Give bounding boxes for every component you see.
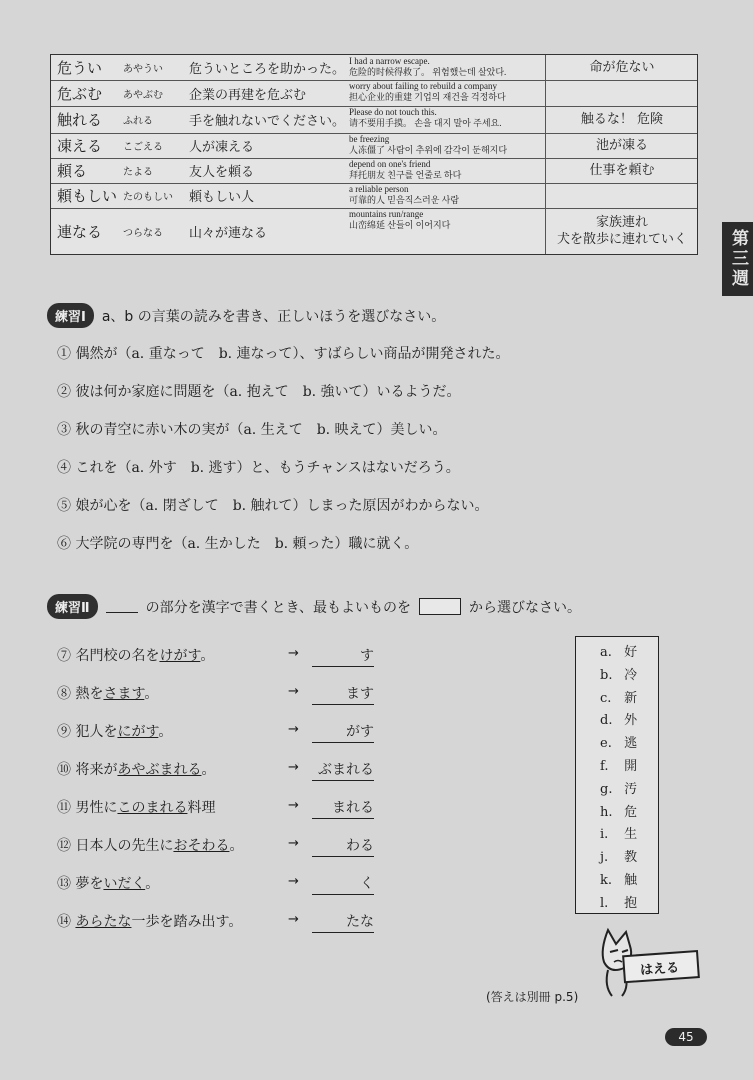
choice-letter: j.	[600, 850, 609, 866]
choice-letter: f.	[600, 759, 609, 774]
vocab-english: a reliable person	[349, 184, 409, 194]
exercise1-question: ① 偶然が（a. 重なって b. 連なって）、すばらしい商品が開発された。	[57, 346, 510, 362]
vocab-example: 頼もしい人	[189, 190, 255, 205]
vocab-example: 手を触れないでください。	[189, 114, 346, 129]
vocab-related	[545, 183, 698, 208]
answers-note: (答えは別冊 p.5)	[486, 990, 579, 1004]
answer-blank[interactable]: まれる	[312, 797, 374, 819]
vocab-english: mountains run/range	[349, 209, 424, 219]
vocab-translation	[349, 158, 545, 184]
exercise2-header	[47, 594, 581, 619]
vocab-row	[51, 55, 697, 81]
exercise2-badge: 練習Ⅱ	[47, 594, 98, 619]
choice-letter: c.	[600, 690, 612, 706]
vocab-table	[50, 54, 698, 255]
arrow-icon: →	[288, 912, 299, 927]
choice-kanji: 外	[624, 713, 638, 729]
exercise1-question: ② 彼は何か家庭に問題を（a. 抱えて b. 強いて）いるようだ。	[57, 384, 461, 400]
kanji-choice	[600, 732, 637, 751]
exercise2-question	[57, 759, 215, 779]
vocab-example: 山々が連なる	[189, 225, 268, 241]
choice-kanji: 汚	[624, 781, 638, 797]
vocab-reading: つらなる	[123, 227, 163, 239]
kanji-choice	[600, 869, 637, 888]
vocab-word: 頼もしい	[57, 187, 118, 205]
blank-box-sample	[419, 598, 461, 615]
choice-kanji: 教	[624, 850, 638, 866]
question-number: ⑭	[57, 914, 71, 930]
week-tab: 第三週	[722, 222, 753, 296]
exercise1-question: ⑤ 娘が心を（a. 閉ざして b. 触れて）しまった原因がわからない。	[57, 498, 489, 514]
kanji-choice	[600, 709, 637, 728]
page-number: 45	[665, 1028, 707, 1046]
vocab-word: 危うい	[57, 59, 103, 77]
question-suffix: 。	[201, 762, 216, 778]
choice-letter: d.	[600, 713, 613, 729]
choice-kanji: 危	[624, 804, 638, 820]
blank-line-sample	[106, 600, 138, 613]
choice-letter: a.	[600, 645, 612, 660]
question-prefix: 男性に	[75, 800, 118, 816]
underlined-word: このまれる	[117, 800, 188, 816]
underlined-word: けがす	[159, 648, 201, 664]
vocab-related-item: 家族連れ	[595, 215, 648, 230]
question-number: ⑩	[57, 762, 71, 778]
vocab-example: 危ういところを助かった。	[189, 62, 346, 77]
kanji-choice	[600, 892, 637, 911]
question-suffix: 一歩を踏み出す。	[131, 914, 243, 930]
answer-blank[interactable]: く	[312, 873, 374, 895]
answer-blank[interactable]: がす	[312, 721, 374, 743]
choice-letter: h.	[600, 804, 613, 820]
vocab-reading: あやうい	[123, 64, 163, 75]
vocab-chinese-korean: 可靠的人 믿음직스러운 사람	[349, 195, 460, 205]
vocab-word: 頼る	[57, 162, 88, 180]
vocab-reading: ふれる	[123, 116, 153, 127]
vocab-translation	[349, 183, 545, 209]
question-suffix: 。	[229, 838, 244, 854]
choice-letter: k.	[600, 873, 613, 888]
vocab-english: depend on one's friend	[349, 159, 431, 169]
arrow-icon: →	[288, 646, 299, 661]
exercise1-header	[47, 303, 445, 328]
question-suffix: 。	[158, 724, 173, 740]
vocab-related	[545, 158, 698, 183]
kanji-choice	[600, 664, 637, 683]
choice-kanji: 触	[624, 873, 638, 888]
choice-kanji: 新	[624, 690, 638, 706]
kanji-choice	[600, 755, 637, 774]
vocab-chinese-korean: 人冻僵了 사람이 추위에 감각이 둔해지다	[349, 145, 508, 155]
vocab-row	[51, 183, 697, 209]
vocab-example: 人が凍える	[189, 140, 255, 155]
question-prefix: 名門校の名を	[75, 648, 160, 664]
question-number: ⑨	[57, 724, 71, 740]
vocab-related	[545, 55, 698, 80]
answer-blank[interactable]: す	[312, 645, 374, 667]
vocab-reading: たのもしい	[123, 192, 173, 203]
mascot-sign-text: はえる	[639, 960, 680, 979]
question-suffix: 。	[145, 876, 160, 892]
vocab-related-item: 池が凍る	[595, 138, 648, 153]
vocab-translation	[349, 55, 545, 81]
vocab-related	[545, 133, 698, 158]
question-suffix: 。	[200, 648, 215, 664]
exercise2-question	[57, 645, 214, 665]
question-number: ⑫	[57, 838, 71, 854]
question-number: ⑬	[57, 876, 71, 892]
choice-kanji: 逃	[624, 736, 638, 752]
vocab-translation	[349, 208, 545, 255]
vocab-english: worry about failing to rebuild a company	[349, 81, 497, 91]
exercise2-question	[57, 873, 159, 893]
vocab-word: 連なる	[57, 222, 103, 241]
question-prefix: 熱を	[75, 686, 104, 702]
vocab-related	[545, 80, 698, 106]
vocab-translation	[349, 133, 545, 159]
vocab-word: 凍える	[57, 137, 103, 155]
answer-blank[interactable]: ます	[312, 683, 374, 705]
arrow-icon: →	[288, 836, 299, 851]
question-suffix: 。	[144, 686, 159, 702]
vocab-english: Please do not touch this.	[349, 107, 437, 117]
exercise2-question	[57, 911, 242, 931]
vocab-row	[51, 80, 697, 107]
kanji-choice	[600, 641, 637, 660]
vocab-reading: こごえる	[123, 142, 163, 153]
vocab-english: be freezing	[349, 134, 390, 144]
choice-letter: i.	[600, 827, 609, 843]
choice-kanji: 生	[624, 827, 638, 843]
vocab-example: 企業の再建を危ぶむ	[189, 87, 307, 103]
choice-letter: g.	[600, 781, 613, 797]
underlined-word: おそわる	[173, 838, 230, 854]
exercise1-question: ⑥ 大学院の専門を（a. 生かした b. 頼った）職に就く。	[57, 536, 419, 552]
vocab-row	[51, 106, 697, 134]
kanji-choice	[600, 823, 637, 842]
underlined-word: あらたな	[75, 914, 132, 930]
vocab-row	[51, 133, 697, 159]
vocab-related-item: 命が危ない	[589, 60, 655, 75]
vocab-related-item: 仕事を頼む	[589, 163, 655, 178]
underlined-word: にがす	[117, 724, 159, 740]
vocab-example: 友人を頼る	[189, 165, 255, 180]
question-number: ⑦	[57, 648, 71, 664]
kanji-choice	[600, 687, 637, 706]
vocab-chinese-korean: 请不要用手摸。 손을 대지 말아 주세요.	[349, 118, 502, 128]
exercise2-instruction-a: の部分を漢字で書くとき、最もよいものを	[145, 599, 412, 616]
exercise2-question	[57, 721, 172, 741]
arrow-icon: →	[288, 760, 299, 775]
vocab-english: I had a narrow escape.	[349, 56, 430, 66]
choice-kanji: 好	[624, 645, 638, 660]
vocab-word: 危ぶむ	[57, 84, 103, 103]
arrow-icon: →	[288, 684, 299, 699]
answer-blank[interactable]: ぶまれる	[312, 759, 374, 781]
question-prefix: 夢を	[75, 876, 104, 892]
exercise2-question	[57, 797, 215, 817]
vocab-word: 触れる	[57, 111, 103, 129]
choice-letter: l.	[600, 895, 609, 911]
vocab-translation	[349, 80, 545, 107]
exercise1-question: ③ 秋の青空に赤い木の実が（a. 生えて b. 映えて）美しい。	[57, 422, 447, 438]
underlined-word: さます	[103, 686, 145, 702]
underlined-word: いだく	[103, 876, 146, 892]
exercise2-instruction-b: から選びなさい。	[469, 599, 582, 616]
vocab-chinese-korean: 山峦绵延 산들이 이어지다	[349, 220, 451, 230]
vocab-row	[51, 158, 697, 184]
exercise2-question	[57, 683, 158, 703]
exercise1-instruction: a、b の言葉の読みを書き、正しいほうを選びなさい。	[101, 308, 446, 325]
vocab-reading: あやぶむ	[123, 89, 163, 101]
kanji-choice	[600, 801, 637, 820]
arrow-icon: →	[288, 874, 299, 889]
vocab-chinese-korean: 拜托朋友 친구를 언줄로 하다	[349, 170, 462, 180]
question-prefix: 日本人の先生に	[75, 838, 174, 854]
exercise2-question	[57, 835, 243, 855]
vocab-related	[545, 106, 698, 133]
question-prefix: 将来が	[75, 762, 118, 778]
vocab-row	[51, 208, 697, 254]
question-prefix: 犯人を	[75, 724, 118, 740]
vocab-chinese-korean: 危险的时候得救了。 위험했는데 살았다.	[349, 67, 507, 77]
vocab-related-item: 触るな！ 危険	[580, 112, 664, 127]
vocab-related	[545, 208, 698, 254]
question-number: ⑧	[57, 686, 71, 702]
vocab-translation	[349, 106, 545, 134]
kanji-choices-box	[575, 636, 659, 914]
vocab-related-item: 犬を散歩に連れていく	[556, 232, 687, 247]
answer-blank[interactable]: たな	[312, 911, 374, 933]
choice-kanji: 抱	[624, 895, 638, 911]
choice-letter: b.	[600, 667, 613, 683]
vocab-reading: たよる	[123, 167, 153, 178]
vocab-chinese-korean: 担心企业的重建 기업의 재건을 걱정하다	[349, 92, 506, 102]
arrow-icon: →	[288, 798, 299, 813]
question-suffix: 料理	[187, 800, 216, 816]
exercise1-question: ④ これを（a. 外す b. 逃す）と、もうチャンスはないだろう。	[57, 460, 460, 476]
answer-blank[interactable]: わる	[312, 835, 374, 857]
choice-kanji: 冷	[624, 667, 638, 683]
choice-letter: e.	[600, 736, 612, 752]
kanji-choice	[600, 846, 637, 865]
question-number: ⑪	[57, 800, 71, 816]
kanji-choice	[600, 778, 637, 797]
underlined-word: あやぶまれる	[117, 762, 202, 778]
exercise1-badge: 練習Ⅰ	[47, 303, 94, 328]
choice-kanji: 開	[624, 759, 638, 774]
arrow-icon: →	[288, 722, 299, 737]
